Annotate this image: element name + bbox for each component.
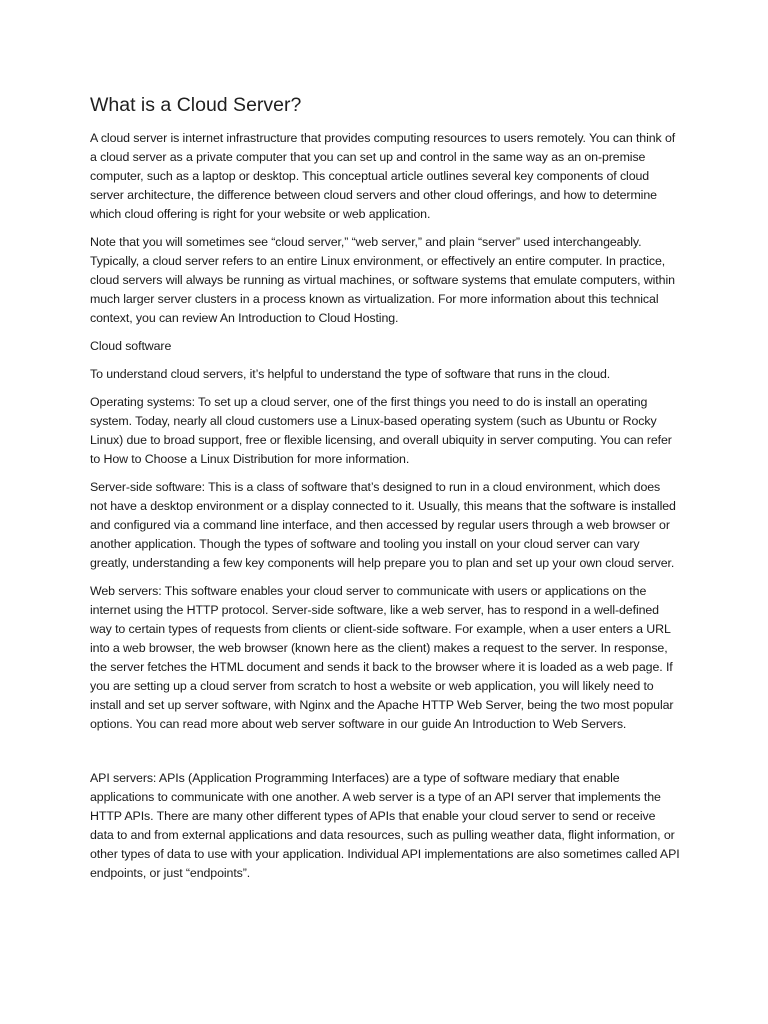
page-title: What is a Cloud Server? [90, 94, 302, 116]
paragraph-web-servers: Web servers: This software enables your cloud server to communicate with users or applications on the internet using the HTTP protocol. Server-side software, like a web server, has to respond in a well-defined way to certain types of requests from clients or client-side software. For example, when a user enters a URL into a web browser, the web browser (known here as the client) makes a request to the server. In response, the server fetches the HTML document and sends it back to the browser where it is loaded as a web page. If you are setting up a cloud server from scratch to host a website or web application, you will likely need to install and set up server software, with Nginx and the Apache HTTP Web Server, being the two most popular options. You can read more about web server software in our guide An Introduction to Web Servers. [90, 584, 674, 731]
document-body [90, 92, 680, 892]
paragraph-intro: A cloud server is internet infrastructure that provides computing resources to users remotely. You can think of a cloud server as a private computer that you can set up and control in the same way as an on-premise computer, such as a laptop or desktop. This conceptual article outlines several key components of cloud server architecture, the difference between cloud servers and other cloud offerings, and how to determine which cloud offering is right for your website or web application. [90, 131, 676, 221]
paragraph-cloud-software-intro: To understand cloud servers, it’s helpful to understand the type of software that runs in the cloud. [90, 367, 611, 381]
paragraph-server-side-software: Server-side software: This is a class of software that’s designed to run in a cloud environment, which does not have a desktop environment or a display connected to it. Usually, this means that the software is installed and configured via a command line interface, and then accessed by regular users through a web browser or another application. Though the types of software and tooling you install on your cloud server can vary greatly, understanding a few key components will help prepare you to plan and set up your own cloud server. [90, 480, 676, 570]
paragraph-operating-systems: Operating systems: To set up a cloud server, one of the first things you need to do is install an operating system. Today, nearly all cloud customers use a Linux-based operating system (such as Ubuntu or Rocky Linux) due to broad support, free or flexible licensing, and overall ubiquity in server computing. You can refer to How to Choose a Linux Distribution for more information. [90, 395, 672, 466]
paragraph-terminology: Note that you will sometimes see “cloud server,” “web server,” and plain “server” used interchangeably. Typically, a cloud server refers to an entire Linux environment, or effectively an entire computer. In practice, cloud servers will always be running as virtual machines, or software systems that emulate computers, within much larger server clusters in a process known as virtualization. For more information about this technical context, you can review An Introduction to Cloud Hosting. [90, 235, 675, 325]
section-heading-cloud-software: Cloud software [90, 339, 172, 353]
paragraph-api-servers: API servers: APIs (Application Programming Interfaces) are a type of software mediary that enable applications to communicate with one another. A web server is a type of an API server that implements the HTTP APIs. There are many other different types of APIs that enable your cloud server to send or receive data to and from external applications and data resources, such as pulling weather data, flight information, or other types of data to use with your application. Individual API implementations are also sometimes called API endpoints, or just “endpoints”. [90, 771, 680, 880]
